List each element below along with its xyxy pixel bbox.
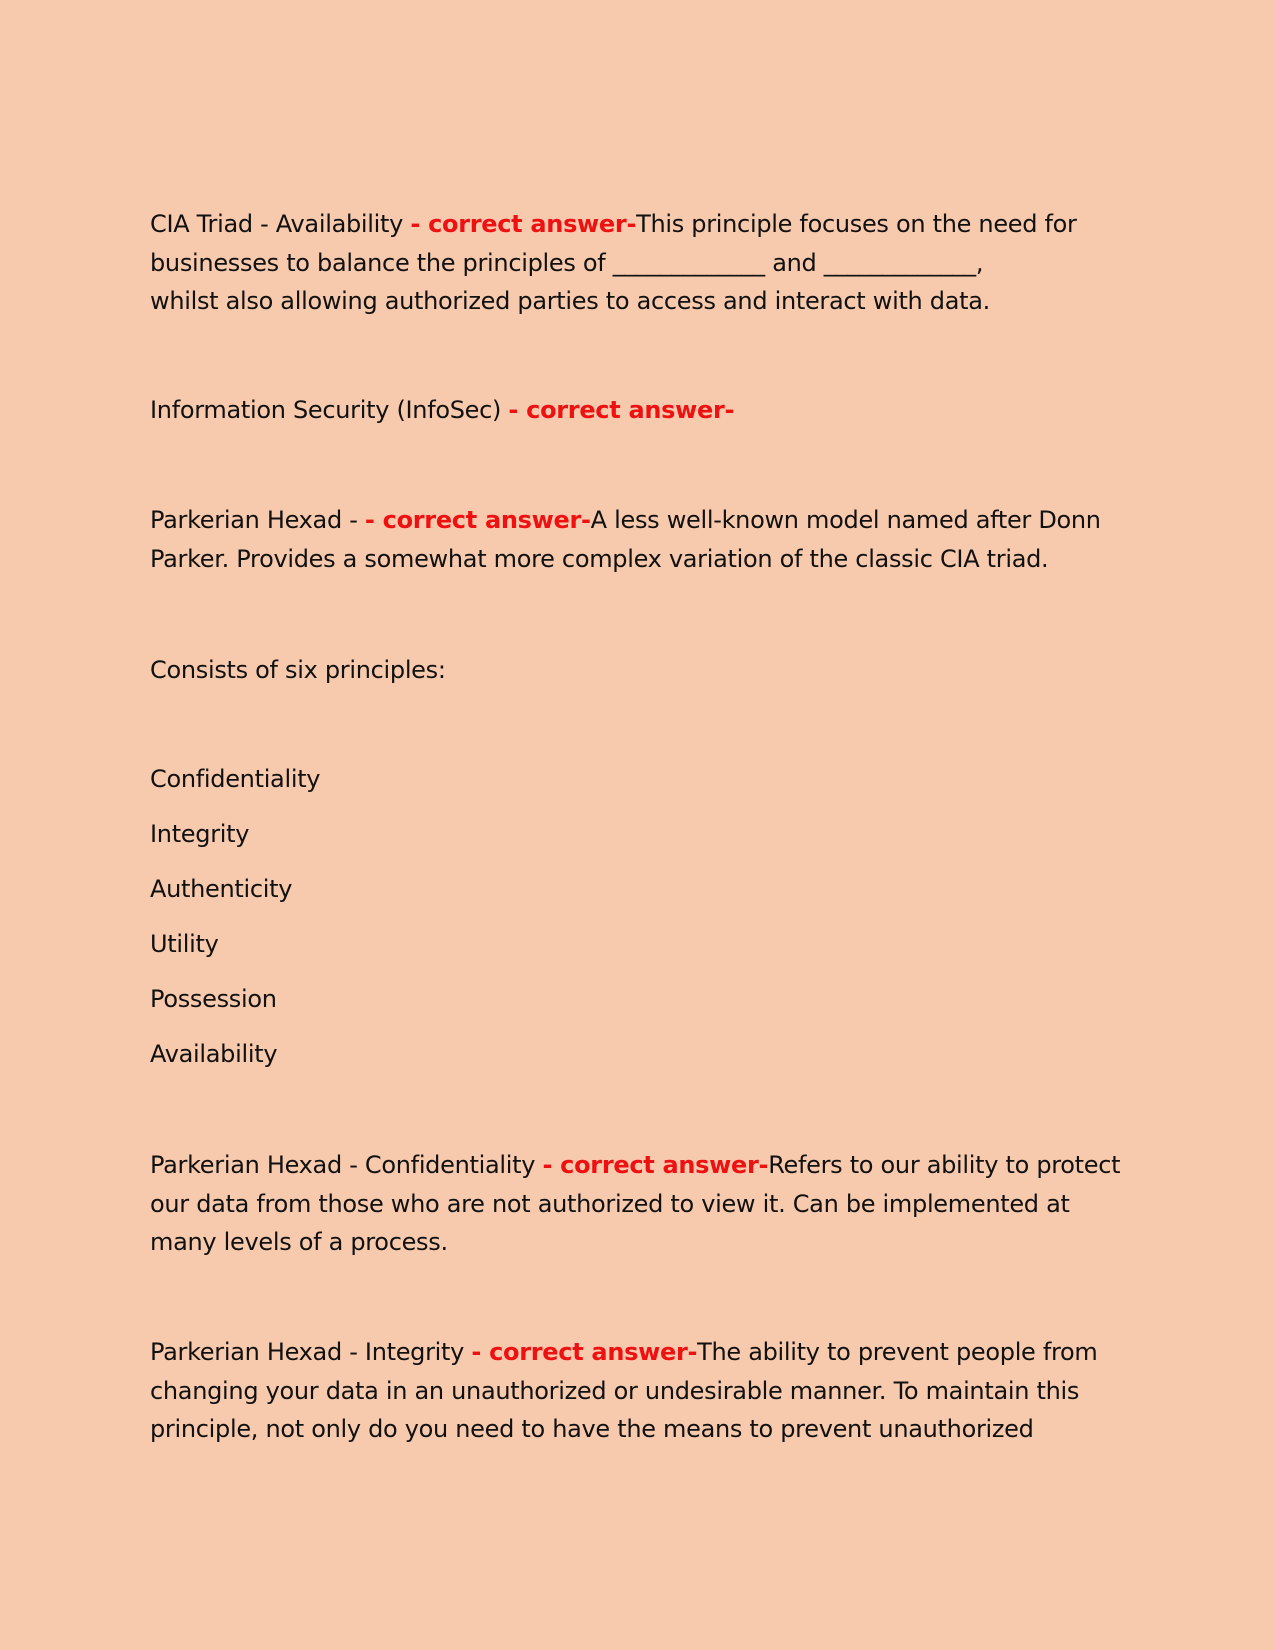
answer-text: changing your data in an unauthorized or undesirable manner. To maintain this bbox=[150, 1376, 1080, 1405]
qa-entry-cia-availability bbox=[150, 205, 1130, 321]
answer-text: This principle focuses on the need for bbox=[636, 210, 1077, 238]
answer-text: whilst also allowing authorized parties to access and interact with data. bbox=[150, 287, 990, 315]
qa-entry-first-line bbox=[150, 501, 1130, 540]
correct-answer-label: - correct answer- bbox=[471, 1338, 698, 1366]
term: Parkerian Hexad - Integrity bbox=[150, 1338, 472, 1366]
answer-text: principle, not only do you need to have the means to prevent unauthorized bbox=[150, 1415, 1034, 1443]
correct-answer-label: - correct answer- bbox=[542, 1151, 769, 1179]
answer-text: many levels of a process. bbox=[150, 1228, 448, 1256]
consists-label: Consists of six principles: bbox=[150, 656, 446, 684]
correct-answer-label: - correct answer- bbox=[410, 210, 637, 238]
qa-entry-first-line bbox=[150, 1146, 1130, 1185]
term: CIA Triad - Availability bbox=[150, 210, 411, 238]
list-item: Authenticity bbox=[150, 875, 293, 903]
term: Information Security (InfoSec) bbox=[150, 396, 509, 424]
qa-entry-first-line bbox=[150, 1333, 1130, 1372]
list-item: Availability bbox=[150, 1040, 278, 1068]
answer-text: A less well-known model named after Donn bbox=[590, 506, 1101, 534]
list-item: Integrity bbox=[150, 820, 250, 848]
term: Parkerian Hexad - Confidentiality bbox=[150, 1151, 543, 1179]
correct-answer-label: - correct answer- bbox=[508, 396, 735, 424]
term: Parkerian Hexad - bbox=[150, 506, 365, 534]
list-item: Possession bbox=[150, 985, 277, 1013]
answer-text: The ability to prevent people from bbox=[697, 1338, 1098, 1366]
list-item: Confidentiality bbox=[150, 765, 321, 793]
list-item: Utility bbox=[150, 930, 219, 958]
consists-paragraph bbox=[150, 651, 1130, 690]
qa-entry-hexad-integrity bbox=[150, 1333, 1130, 1449]
qa-entry-first-line bbox=[150, 391, 1130, 430]
qa-entry-first-line bbox=[150, 205, 1130, 244]
qa-entry-parkerian-hexad bbox=[150, 501, 1130, 578]
answer-text: Refers to our ability to protect bbox=[768, 1151, 1121, 1179]
answer-text: Parker. Provides a somewhat more complex variation of the classic CIA triad. bbox=[150, 544, 1049, 573]
qa-entry-infosec bbox=[150, 391, 1130, 430]
qa-entry-hexad-confidentiality bbox=[150, 1146, 1130, 1262]
answer-text: our data from those who are not authorized to view it. Can be implemented at bbox=[150, 1189, 1070, 1218]
correct-answer-label: - correct answer- bbox=[364, 506, 591, 534]
answer-text: businesses to balance the principles of _____________ and _____________, bbox=[150, 248, 984, 277]
principles-list bbox=[150, 760, 1130, 1090]
